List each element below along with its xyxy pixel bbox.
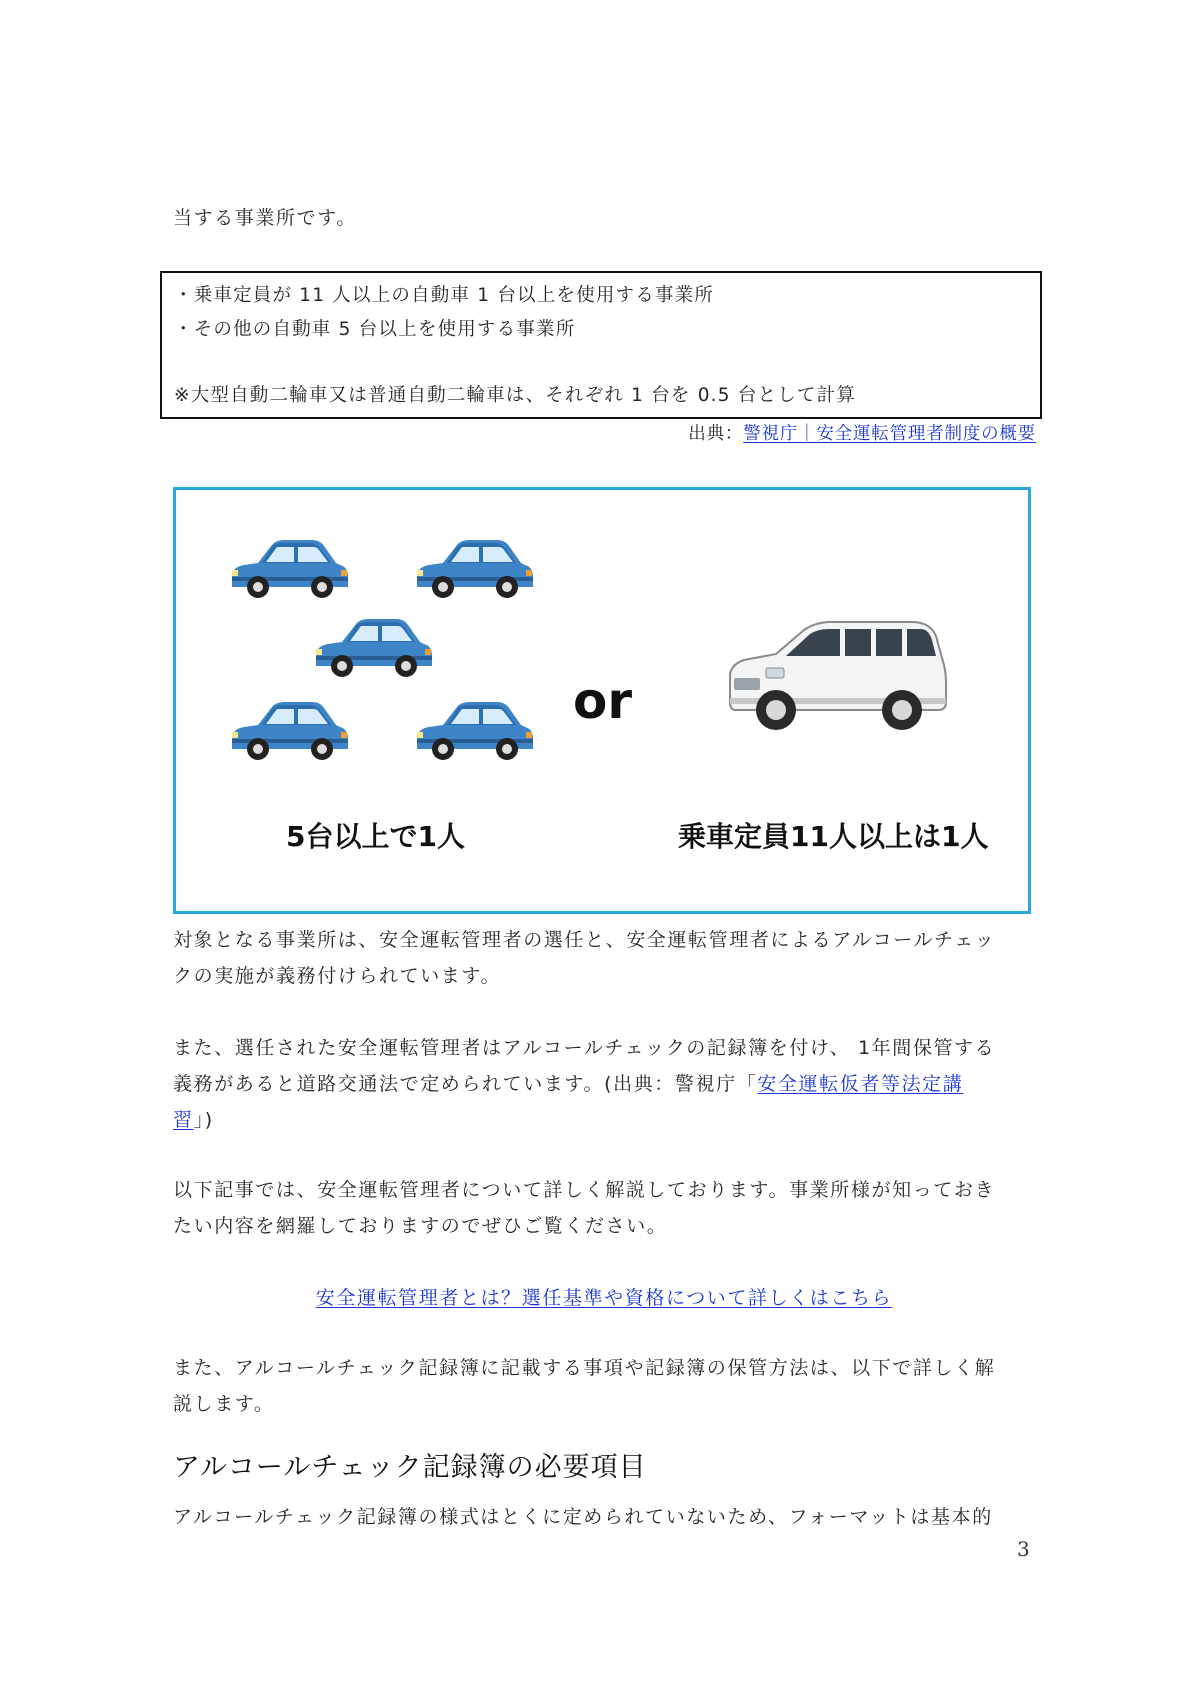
p4-line-2: 説します。 [173, 1393, 275, 1415]
section-first-line: アルコールチェック記録簿の様式はとくに定められていないため、フォーマットは基本的 [173, 1506, 993, 1528]
right-caption: 乗車定員11人以上は1人 [678, 820, 989, 853]
source-citation [688, 422, 1036, 446]
p2-line-1: また、選任された安全運転管理者はアルコールチェックの記録簿を付け、 1年間保管する [173, 1037, 996, 1059]
p2-line-3 [173, 1102, 1035, 1138]
car-4 [232, 702, 348, 760]
criteria-line-2: ・その他の自動車 5 台以上を使用する事業所 [174, 319, 576, 340]
p1-line-2: クの実施が義務付けられています。 [173, 965, 502, 987]
article-link[interactable]: 安全運転管理者とは？選任基準や資格について詳しくはこちら [315, 1287, 893, 1309]
vehicle-figure [173, 487, 1031, 914]
p2-line-3-text: 」) [193, 1109, 214, 1131]
car-2 [417, 540, 533, 598]
or-text: or [573, 672, 633, 730]
source-link[interactable]: 警視庁｜安全運転管理者制度の概要 [743, 424, 1036, 444]
section-heading: アルコールチェック記録簿の必要項目 [173, 1452, 647, 1483]
p3-line-2: たい内容を網羅しておりますのでぜひご覧ください。 [173, 1215, 668, 1237]
p2-line-2 [173, 1066, 1035, 1102]
p2-line-2-text: 義務があると道路交通法で定められています。(出典：警視庁「 [173, 1073, 758, 1095]
criteria-line-1: ・乗車定員が 11 人以上の自動車 1 台以上を使用する事業所 [174, 285, 715, 306]
paragraph-3 [173, 1172, 1035, 1244]
car-5 [417, 702, 533, 760]
p1-line-1: 対象となる事業所は、安全運転管理者の選任と、安全運転管理者によるアルコールチェッ [173, 929, 996, 951]
criteria-box [160, 271, 1042, 419]
p3-line-1: 以下記事では、安全運転管理者について詳しく解説しております。事業所様が知っておき [173, 1179, 996, 1201]
intro-line: 当する事業所です。 [173, 207, 357, 229]
p4-line-1: また、アルコールチェック記録簿に記載する事項や記録簿の保管方法は、以下で詳しく解 [173, 1357, 996, 1379]
car-3 [316, 619, 432, 677]
page-number: 3 [1017, 1537, 1030, 1561]
source-prefix: 出典： [688, 424, 744, 444]
paragraph-1 [173, 922, 1035, 994]
criteria-note: ※大型自動二輪車又は普通自動二輪車は、それぞれ 1 台を 0.5 台として計算 [174, 385, 857, 406]
paragraph-2 [173, 1030, 1035, 1138]
paragraph-4 [173, 1350, 1035, 1422]
left-caption: 5台以上で1人 [286, 820, 465, 853]
lecture-link-part2[interactable]: 習 [173, 1109, 194, 1131]
article-link-row [173, 1280, 1035, 1316]
lecture-link-part1[interactable]: 安全運転仮者等法定講 [757, 1073, 964, 1095]
van-icon [730, 622, 946, 730]
car-1 [232, 540, 348, 598]
